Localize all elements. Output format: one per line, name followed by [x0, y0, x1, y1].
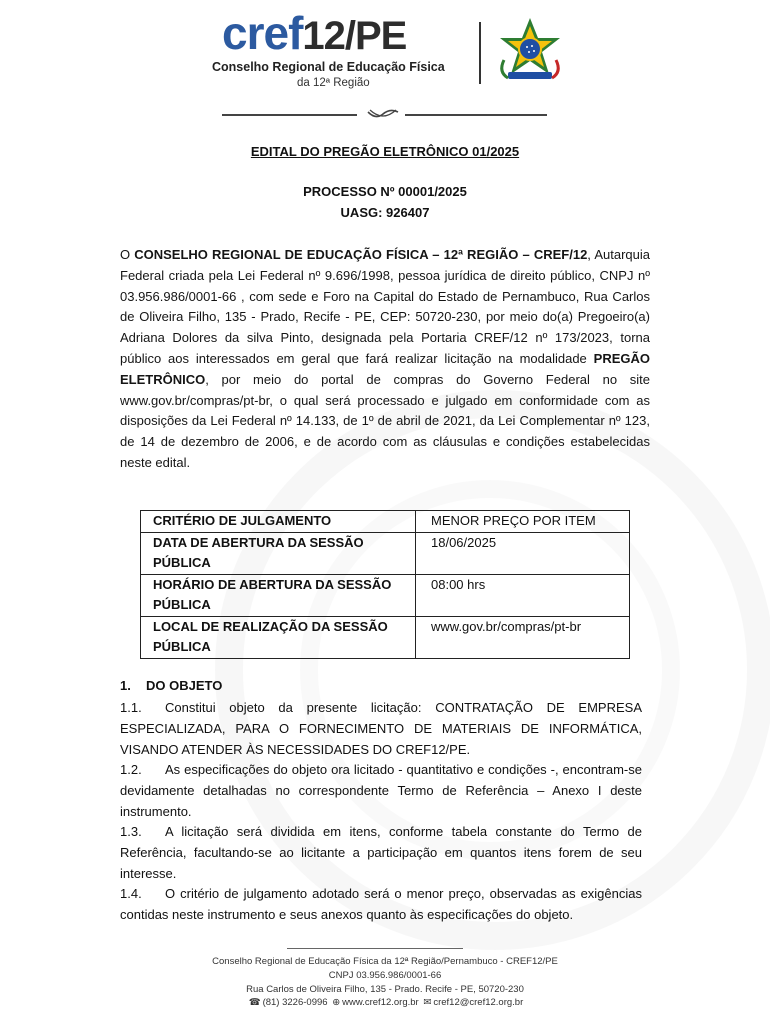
session-info-table — [140, 510, 630, 659]
table-label: DATA DE ABERTURA DA SESSÃO PÚBLICA — [141, 532, 416, 574]
list-item — [120, 698, 642, 760]
processo-number: PROCESSO Nº 00001/2025 — [303, 184, 467, 199]
footer-contacts — [0, 997, 770, 1008]
intro-paragraph — [120, 245, 650, 474]
footer-cnpj: CNPJ 03.956.986/0001-66 — [328, 970, 442, 981]
table-row — [141, 616, 630, 658]
table-value: MENOR PREÇO POR ITEM — [416, 511, 630, 533]
section-number: 1. — [120, 678, 131, 693]
coat-of-arms-icon — [494, 16, 566, 88]
table-label: LOCAL DE REALIZAÇÃO DA SESSÃO PÚBLICA — [141, 616, 416, 658]
item-number: 1.1. — [120, 700, 142, 715]
table-row — [141, 574, 630, 616]
list-item — [120, 884, 642, 926]
globe-icon: ⊕ — [332, 997, 341, 1008]
org-region: da 12ª Região — [297, 77, 370, 89]
intro-pre: O — [120, 247, 135, 262]
footer-address: Rua Carlos de Oliveira Filho, 135 - Prado. Recife - PE, 50720-230 — [246, 984, 524, 995]
letterhead — [0, 0, 770, 130]
org-name: Conselho Regional de Educação Física — [212, 60, 445, 74]
section-title — [120, 678, 222, 693]
list-item — [120, 822, 642, 884]
footer-site[interactable]: www.cref12.org.br — [342, 997, 419, 1008]
footer-email[interactable]: cref12@cref12.org.br — [433, 997, 524, 1008]
table-value: 18/06/2025 — [416, 532, 630, 574]
phone-icon: ☎ — [248, 997, 261, 1008]
table-label: CRITÉRIO DE JULGAMENTO — [141, 511, 416, 533]
logo-region-text: 12/PE — [302, 14, 407, 58]
table-row — [141, 511, 630, 533]
item-number: 1.3. — [120, 824, 142, 839]
cref-logo — [222, 8, 406, 61]
intro-modality: PREGÃO ELETRÔNICO — [120, 350, 650, 387]
section-title-text: DO OBJETO — [146, 678, 223, 693]
intro-mid: , Autarquia Federal criada pela Lei Federal nº 9.696/1998, pessoa jurídica de direito público, CNPJ nº 03.956.986/0001-66 , com sede e Foro na Capital do Estado de Pernambuco, Rua Carlos de Oliveira Filho, 135 - Prado, Recife - PE, CEP: 50720-230, por meio do(a) Pregoeiro(a) Adriana Dolores da silva Pinto, designada pela Portaria CREF/12 nº 173/2023, torna público aos interessados em geral que fará realizar licitação na modalidade — [120, 247, 650, 366]
table-value: www.gov.br/compras/pt-br — [416, 616, 630, 658]
swoosh-ornament-icon — [366, 106, 400, 122]
logo-cref-text: cref — [222, 7, 303, 59]
item-text: A licitação será dividida em itens, conforme tabela constante do Termo de Referência, facultando-se ao licitante a participação em quantos itens forem de seu interesse. — [120, 824, 642, 881]
list-item — [120, 760, 642, 822]
intro-post: , por meio do portal de compras do Governo Federal no site www.gov.br/compras/pt-br, o qual será processado e julgado em conformidade com as disposições da Lei Federal nº 14.133, de 1º de abril de 2021, da Lei Complementar nº 123, de 14 de dezembro de 2006, e de acordo com as cláusulas e condições estabelecidas neste edital. — [120, 371, 650, 470]
edital-title: EDITAL DO PREGÃO ELETRÔNICO 01/2025 — [250, 144, 520, 159]
header-divider — [479, 22, 481, 84]
table-row — [141, 532, 630, 574]
intro-org-name: CONSELHO REGIONAL DE EDUCAÇÃO FÍSICA – 12ª REGIÃO – CREF/12 — [134, 247, 588, 262]
table-label: HORÁRIO DE ABERTURA DA SESSÃO PÚBLICA — [141, 574, 416, 616]
item-text: As especificações do objeto ora licitado - quantitativo e condições -, encontram-se devidamente detalhadas no correspondente Termo de Referência – Anexo I deste instrumento. — [120, 762, 642, 819]
footer-phone: (81) 3226-0996 — [262, 997, 328, 1008]
footer-org: Conselho Regional de Educação Física da 12ª Região/Pernambuco - CREF12/PE — [212, 956, 558, 967]
footer-rule — [287, 948, 463, 949]
header-rule-left — [222, 114, 357, 116]
item-number: 1.2. — [120, 762, 142, 777]
item-number: 1.4. — [120, 886, 142, 901]
table-value: 08:00 hrs — [416, 574, 630, 616]
header-rule-right — [405, 114, 547, 116]
uasg-number: UASG: 926407 — [340, 205, 430, 220]
email-icon: ✉ — [423, 997, 432, 1008]
item-text: O critério de julgamento adotado será o menor preço, observadas as exigências contidas neste instrumento e seus anexos quanto às especificações do objeto. — [120, 886, 642, 922]
item-text: Constitui objeto da presente licitação: CONTRATAÇÃO DE EMPRESA ESPECIALIZADA, PARA O FORNECIMENTO DE MATERIAIS DE INFORMÁTICA, VISANDO ATENDER ÀS NECESSIDADES DO CREF12/PE. — [120, 700, 642, 757]
